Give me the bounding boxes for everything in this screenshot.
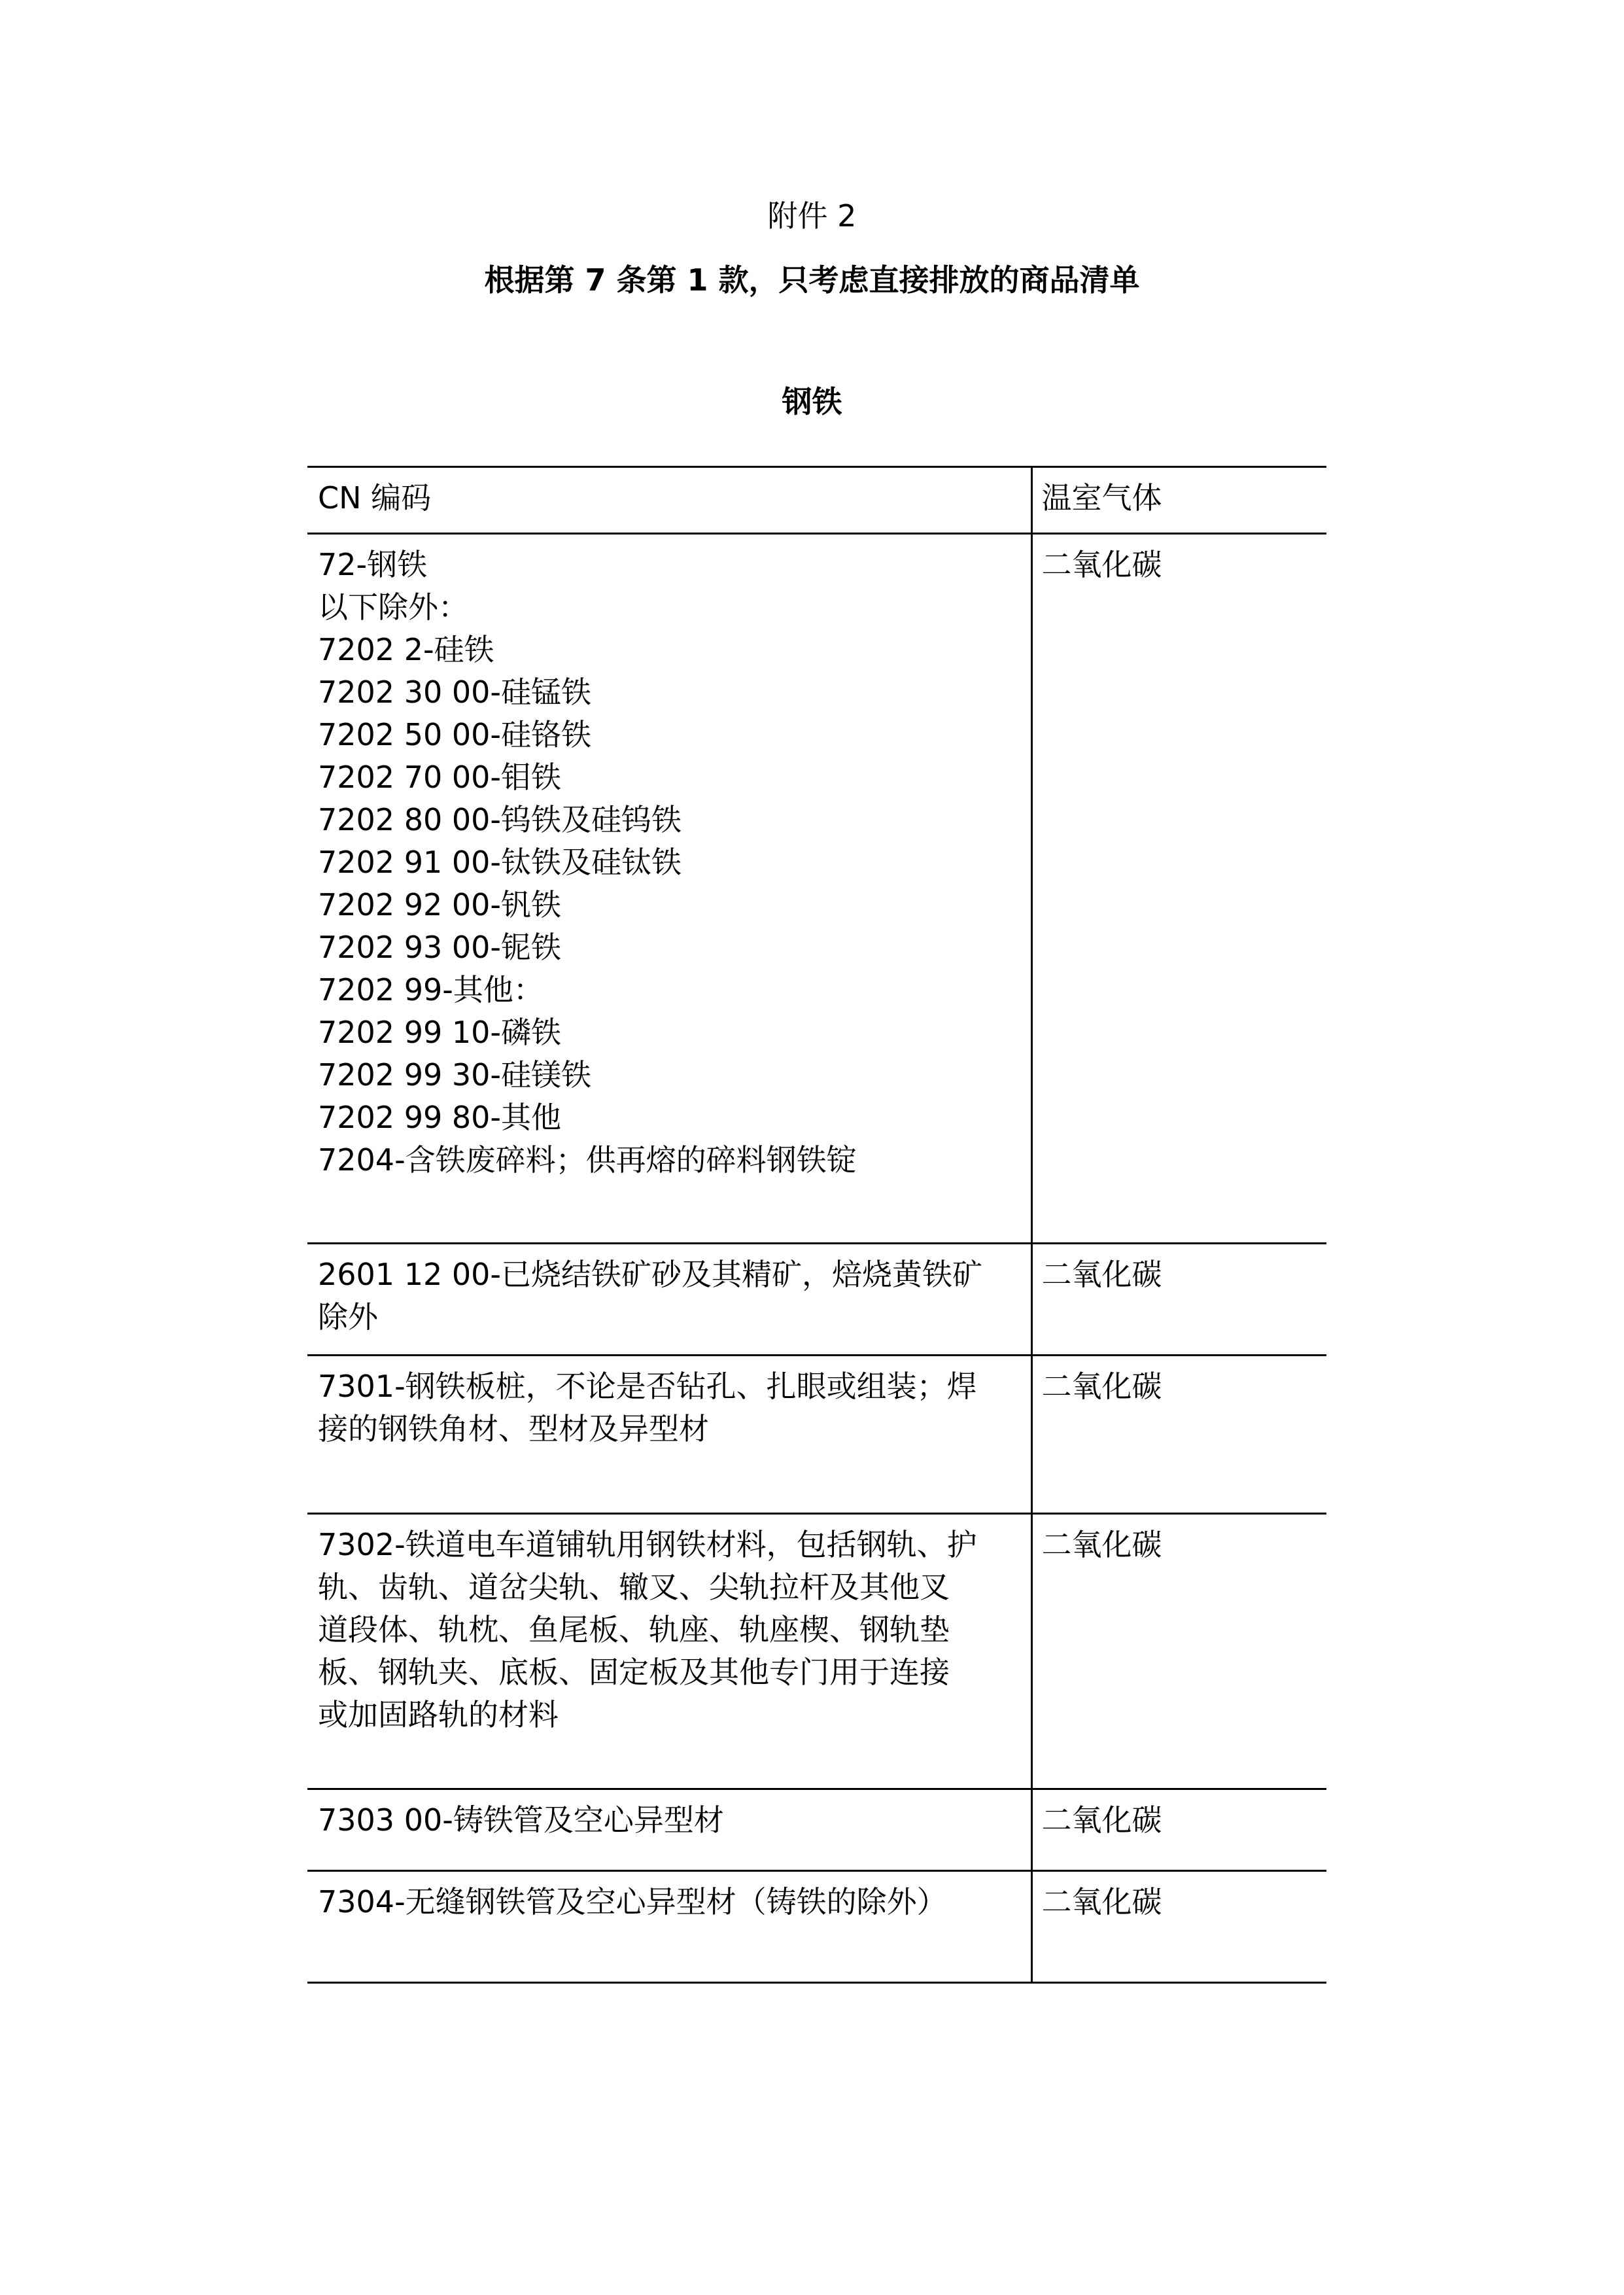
cn-code-line: 7302-铁道电车道铺轨用钢铁材料，包括钢轨、护 [318,1527,977,1562]
document-title: 根据第 7 条第 1 款，只考虑直接排放的商品清单 [484,262,1140,298]
cn-code-line: 7301-钢铁板桩，不论是否钻孔、扎眼或组装；焊 [318,1369,977,1404]
table-row [307,1871,1326,1983]
greenhouse-gas-cell: 二氧化碳 [1031,1356,1326,1514]
cn-code-line: 2601 12 00-已烧结铁矿砂及其精矿，焙烧黄铁矿 [318,1257,982,1292]
cn-code-line: 7202 91 00-钛铁及硅钛铁 [318,845,682,880]
cn-code-cell [307,1244,1031,1356]
cn-code-line: 7202 99 10-磷铁 [318,1015,561,1050]
cn-code-line: 7202 2-硅铁 [318,632,494,667]
cn-code-line: 7304-无缝钢铁管及空心异型材（铸铁的除外） [318,1884,947,1919]
table-row [307,1789,1326,1871]
cn-code-cell [307,1356,1031,1514]
cn-code-line: 7202 99-其他： [318,972,544,1007]
table-row [307,534,1326,1244]
cn-code-line: 7202 80 00-钨铁及硅钨铁 [318,802,682,837]
table-row [307,1514,1326,1789]
cn-code-line: 7202 70 00-钼铁 [318,760,561,795]
goods-table [307,466,1326,1984]
cn-code-line: 7202 92 00-钒铁 [318,887,561,922]
cn-code-line: 7202 50 00-硅铬铁 [318,717,591,752]
cn-code-cell [307,1871,1031,1983]
greenhouse-gas-cell: 二氧化碳 [1031,1514,1326,1789]
cn-code-line: 板、钢轨夹、底板、固定板及其他专门用于连接 [318,1655,950,1690]
table-row [307,1356,1326,1514]
greenhouse-gas-cell: 二氧化碳 [1031,1244,1326,1356]
section-title: 钢铁 [782,384,842,419]
cn-code-cell [307,534,1031,1244]
cn-code-line: 除外 [318,1299,378,1335]
greenhouse-gas-cell: 二氧化碳 [1031,1871,1326,1983]
cn-code-line: 以下除外： [318,589,468,625]
cn-code-line: 接的钢铁角材、型材及异型材 [318,1411,709,1446]
cn-code-line: 7303 00-铸铁管及空心异型材 [318,1802,724,1838]
table-row [307,1244,1326,1356]
cn-code-line: 7202 30 00-硅锰铁 [318,674,591,710]
cn-code-cell [307,1789,1031,1871]
cn-code-line: 道段体、轨枕、鱼尾板、轨座、轨座楔、钢轨垫 [318,1612,950,1647]
table-header-row [307,467,1326,534]
greenhouse-gas-cell: 二氧化碳 [1031,534,1326,1244]
greenhouse-gas-cell: 二氧化碳 [1031,1789,1326,1871]
cn-code-line: 72-钢铁 [318,547,428,582]
annex-label: 附件 2 [767,198,857,234]
column-header-greenhouse-gas: 温室气体 [1031,467,1326,534]
cn-code-line: 7204-含铁废碎料；供再熔的碎料钢铁锭 [318,1142,857,1178]
cn-code-line: 7202 99 80-其他 [318,1100,561,1135]
cn-code-line: 7202 99 30-硅镁铁 [318,1057,591,1093]
column-header-cn-code: CN 编码 [307,467,1031,534]
cn-code-line: 或加固路轨的材料 [318,1697,559,1732]
cn-code-cell [307,1514,1031,1789]
cn-code-line: 7202 93 00-铌铁 [318,930,561,965]
cn-code-line: 轨、齿轨、道岔尖轨、辙叉、尖轨拉杆及其他叉 [318,1569,950,1605]
